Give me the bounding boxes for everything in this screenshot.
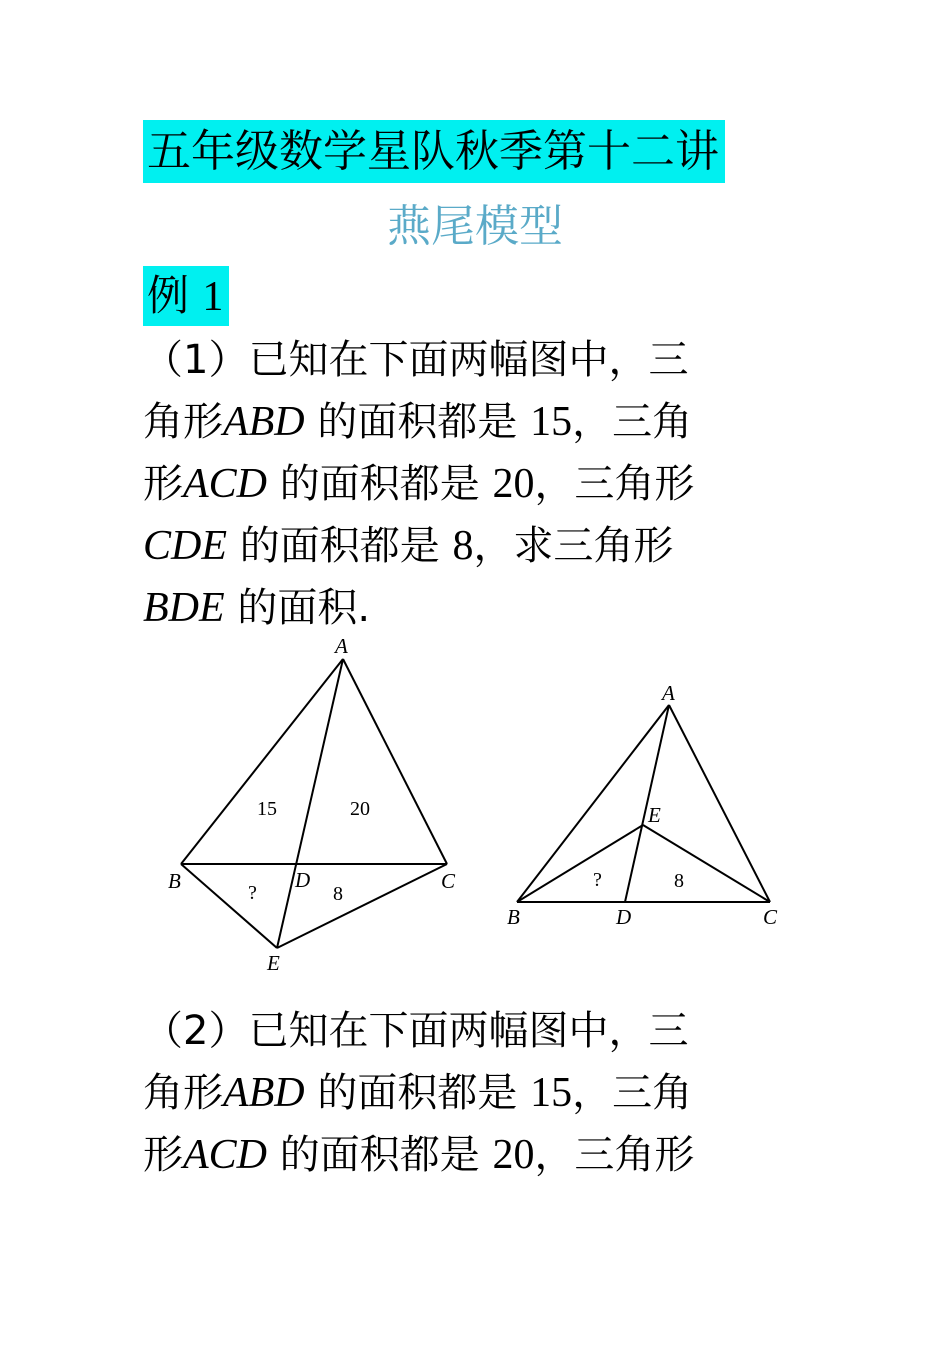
area-value: 15 (530, 399, 573, 445)
problem-1 (143, 329, 823, 639)
problem-1-line-2 (143, 391, 823, 453)
problem-1-line-3 (143, 453, 823, 515)
point-label-c: C (441, 869, 456, 893)
triangle-name: ABD (223, 399, 305, 445)
problem-1-text: ，求三角形 (473, 523, 674, 569)
problem-2-line-3 (143, 1124, 823, 1186)
lecture-subtitle: 燕尾模型 (387, 201, 563, 252)
problem-2-text: ，三角 (572, 1070, 693, 1116)
example-label (143, 266, 229, 326)
point-label-c: C (763, 905, 778, 929)
area-label-bde: ? (593, 869, 602, 891)
point-label-b: B (168, 869, 181, 893)
point-label-d: D (616, 905, 632, 929)
point-label-e: E (267, 951, 280, 975)
problem-1-line-1 (143, 329, 823, 391)
area-label-cde: 8 (674, 870, 684, 892)
problem-1-text: （1）已知在下面两幅图中，三 (143, 337, 689, 383)
point-label-d: D (295, 868, 311, 892)
problem-2-text: 的面积都是 (317, 1070, 518, 1116)
triangle-name: CDE (143, 523, 227, 569)
segment-be (181, 864, 277, 948)
problem-1-text: ，三角形 (534, 461, 695, 507)
segment-ac (343, 659, 447, 864)
problem-2-text: 形 (143, 1132, 183, 1178)
triangle-name: ACD (183, 1132, 267, 1178)
triangle-name: ACD (183, 461, 267, 507)
figure-1-diagram (160, 630, 470, 975)
triangle-name: ABD (223, 1070, 305, 1116)
lecture-title: 五年级数学星队秋季第十二讲 (143, 120, 725, 183)
problem-1-text: 的面积. (237, 585, 371, 631)
figure-2-diagram (500, 630, 800, 935)
problem-1-text: 的面积都是 (239, 523, 440, 569)
area-label-abd: 15 (257, 798, 277, 820)
point-label-a: A (662, 681, 675, 705)
example-label-text: 例 (147, 271, 190, 320)
problem-2-text: 角形 (143, 1070, 223, 1116)
problem-2-line-2 (143, 1062, 823, 1124)
problem-2-text: ，三角形 (534, 1132, 695, 1178)
area-value: 20 (492, 1132, 535, 1178)
problem-1-text: 的面积都是 (279, 461, 480, 507)
segment-be (517, 825, 643, 902)
area-label-cde: 8 (333, 883, 343, 905)
point-label-e: E (648, 803, 661, 827)
area-value: 15 (530, 1070, 573, 1116)
problem-1-text: 角形 (143, 399, 223, 445)
point-label-b: B (507, 905, 520, 929)
area-label-bde: ? (248, 882, 257, 904)
example-label-number: 1 (202, 274, 224, 320)
problem-2-line-1 (143, 1000, 823, 1062)
area-label-acd: 20 (350, 798, 370, 820)
triangle-name: BDE (143, 585, 225, 631)
problem-1-text: 的面积都是 (317, 399, 518, 445)
problem-2-text: （2）已知在下面两幅图中，三 (143, 1008, 689, 1054)
point-label-a: A (335, 634, 348, 658)
problem-1-text: ，三角 (572, 399, 693, 445)
problem-1-text: 形 (143, 461, 183, 507)
area-value: 20 (492, 461, 535, 507)
area-value: 8 (452, 523, 474, 569)
problem-1-line-4 (143, 515, 823, 577)
problem-2 (143, 1000, 823, 1186)
problem-2-text: 的面积都是 (279, 1132, 480, 1178)
